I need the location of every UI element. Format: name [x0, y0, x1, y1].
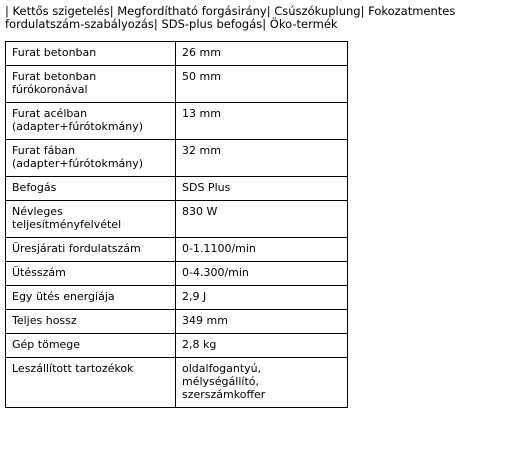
spec-value: 2,9 J	[176, 286, 348, 310]
spec-value: 26 mm	[176, 42, 348, 66]
table-row	[6, 262, 348, 286]
spec-label: Névleges teljesítményfelvétel	[6, 201, 176, 238]
table-row	[6, 42, 348, 66]
table-row	[6, 238, 348, 262]
table-row	[6, 310, 348, 334]
spec-label: Leszállított tartozékok	[6, 358, 176, 408]
spec-value: 349 mm	[176, 310, 348, 334]
spec-value: 50 mm	[176, 66, 348, 103]
table-row	[6, 177, 348, 201]
features-text: | Kettős szigetelés| Megfordítható forgásirány| Csúszókuplung| Fokozatmentes fordulatszám-szabályozás| SDS-plus befogás| Öko-termék	[5, 4, 456, 31]
spec-label: Furat fában (adapter+fúrótokmány)	[6, 140, 176, 177]
table-row	[6, 334, 348, 358]
spec-label: Furat acélban (adapter+fúrótokmány)	[6, 103, 176, 140]
spec-value: 0-4.300/min	[176, 262, 348, 286]
spec-value: oldalfogantyú, mélységállító, szerszámkoffer	[176, 358, 348, 408]
table-row	[6, 140, 348, 177]
spec-label: Üresjárati fordulatszám	[6, 238, 176, 262]
spec-label: Teljes hossz	[6, 310, 176, 334]
table-row	[6, 358, 348, 408]
spec-value: 0-1.1100/min	[176, 238, 348, 262]
spec-value: 13 mm	[176, 103, 348, 140]
table-row	[6, 103, 348, 140]
spec-label: Befogás	[6, 177, 176, 201]
spec-value: 830 W	[176, 201, 348, 238]
spec-value: SDS Plus	[176, 177, 348, 201]
spec-label: Egy ütés energiája	[6, 286, 176, 310]
table-row	[6, 286, 348, 310]
table-row	[6, 201, 348, 238]
spec-label: Gép tömege	[6, 334, 176, 358]
spec-label: Furat betonban	[6, 42, 176, 66]
spec-label: Furat betonban fúrókoronával	[6, 66, 176, 103]
spec-value: 2,8 kg	[176, 334, 348, 358]
spec-label: Ütésszám	[6, 262, 176, 286]
specs-table	[5, 41, 348, 408]
spec-value: 32 mm	[176, 140, 348, 177]
table-row	[6, 66, 348, 103]
